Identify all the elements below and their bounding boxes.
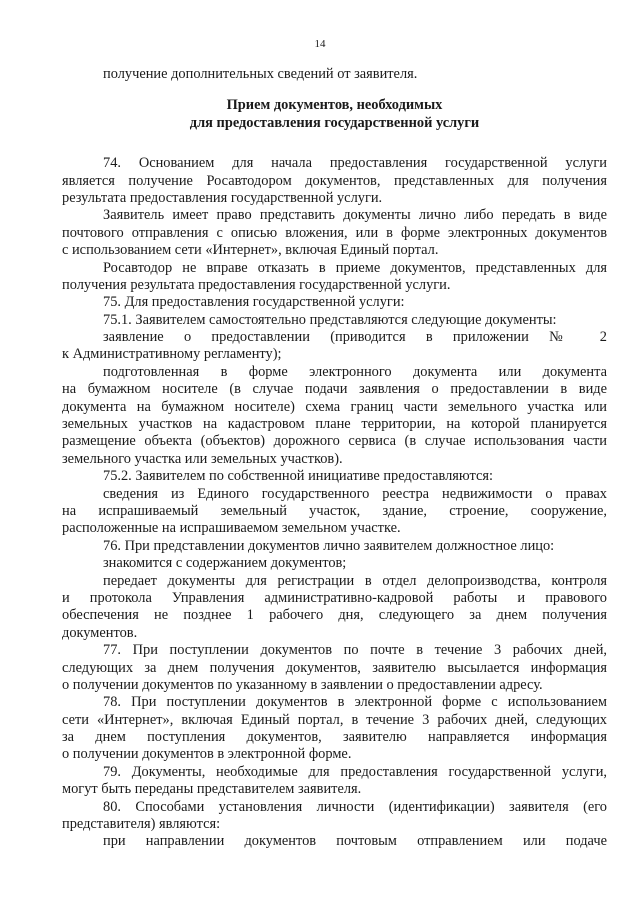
text-line: документа на бумажном носителе) схема границ части земельного участка или: [62, 398, 607, 415]
intro-line: получение дополнительных сведений от заявителя.: [103, 66, 418, 82]
text-line: и протокола Управления административно-кадровой работы и правового: [62, 589, 607, 606]
text-line: 75.2. Заявителем по собственной инициативе предоставляются:: [103, 468, 493, 485]
text-line: расположенные на испрашиваемом земельном участке.: [62, 520, 401, 537]
text-line: на бумажном носителе (в случае подачи заявления о предоставлении в виде: [62, 381, 607, 398]
text-line: к Административному регламенту);: [62, 346, 282, 363]
text-line: размещение объекта (объектов) дорожного сервиса (в случае использования части: [62, 433, 607, 450]
text-line: Росавтодор не вправе отказать в приеме документов, представленных для: [103, 259, 607, 276]
text-line: 79. Документы, необходимые для предоставления государственной услуги,: [103, 763, 607, 780]
text-line: о получении документов в электронной форме.: [62, 746, 352, 763]
text-line: сведения из Единого государственного реестра недвижимости о правах: [103, 485, 607, 502]
text-line: могут быть переданы представителем заявителя.: [62, 781, 362, 798]
text-line: 77. При поступлении документов по почте в течение 3 рабочих дней,: [103, 642, 607, 659]
text-line: при направлении документов почтовым отправлением или подаче: [103, 833, 607, 850]
text-line: 80. Способами установления личности (идентификации) заявителя (его: [103, 798, 607, 815]
section-heading-line-2: для предоставления государственной услуги: [189, 114, 480, 131]
text-line: 78. При поступлении документов в электронной форме с использованием: [103, 694, 607, 711]
text-line: получения результата предоставления государственной услуги.: [62, 276, 451, 293]
text-line: почтового отправления с описью вложения, или в форме электронных документов: [62, 224, 607, 241]
text-line: 76. При представлении документов лично заявителем должностное лицо:: [103, 537, 555, 554]
page-content: [62, 66, 607, 851]
text-line: следующих за днем получения документов, заявителю высылается информация: [62, 659, 607, 676]
text-line: 75. Для предоставления государственной услуги:: [103, 294, 405, 311]
text-line: за днем поступления документов, заявителю направляется информация: [62, 729, 607, 746]
text-line: сети «Интернет», включая Единый портал, в течение 3 рабочих дней, следующих: [62, 711, 607, 728]
page-number: 14: [314, 38, 326, 50]
text-line: заявление о предоставлении (приводится в приложении № 2: [103, 329, 607, 346]
text-line: 75.1. Заявителем самостоятельно представляются следующие документы:: [103, 311, 557, 328]
text-line: передает документы для регистрации в отдел делопроизводства, контроля: [103, 572, 607, 589]
text-line: на испрашиваемый земельный участок, здание, строение, сооружение,: [62, 502, 607, 519]
text-line: является получение Росавтодором документов, представленных для получения: [62, 172, 607, 189]
text-line: земельных участков на кадастровом плане территории, на которой планируется: [62, 416, 607, 433]
text-line: представителя) являются:: [62, 816, 221, 833]
text-line: документов.: [62, 624, 138, 641]
text-line: Заявитель имеет право представить документы лично либо передать в виде: [103, 207, 607, 224]
text-line: подготовленная в форме электронного документа или документа: [103, 363, 607, 380]
text-line: результата предоставления государственной услуги.: [62, 189, 383, 206]
text-line: о получении документов по указанному в заявлении о предоставлении адресу.: [62, 676, 543, 693]
text-line: обеспечения не позднее 1 рабочего дня, следующего за днем получения: [62, 607, 607, 624]
section-heading-line-1: Прием документов, необходимых: [226, 97, 443, 114]
text-line: с использованием сети «Интернет», включая Единый портал.: [62, 242, 439, 259]
text-line: знакомится с содержанием документов;: [103, 555, 347, 572]
text-line: 74. Основанием для начала предоставления государственной услуги: [103, 155, 607, 172]
text-line: земельного участка или земельных участков).: [62, 450, 343, 467]
